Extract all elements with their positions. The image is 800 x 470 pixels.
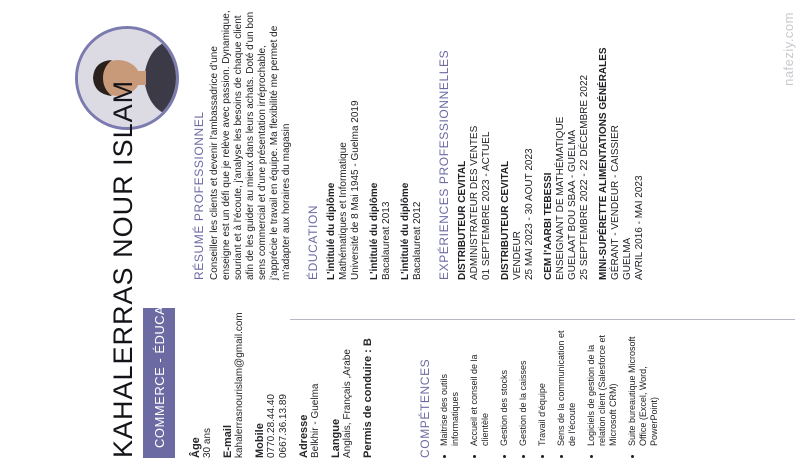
experience-line: VENDEUR xyxy=(512,231,523,280)
email-value: kahalerrasnourislam@gmail.com xyxy=(234,312,245,458)
skill-item: • Maitrise des outils informatiques xyxy=(439,322,461,446)
experience-entry xyxy=(543,5,591,280)
education-section xyxy=(307,5,424,280)
experience-line: GÉRANT - VENDEUR - CAISSIER xyxy=(610,125,621,280)
experience-entry xyxy=(598,5,646,280)
summary-section xyxy=(193,5,293,280)
summary-text: Conseiller les clients et devenir l'ambassadrice d'une enseigne est un défi que je relève avec passion. Dynamique, souriant et à l'écoute, j'analyse les besoins de chaque client afin de les guider au mieux dans leurs achats. Doté d'un bon sens commercial et d'une présentation irréprochable, j'apprécie le travail en équipe. Ma flexibilité me permet de m'adapter aux horaires du magasin xyxy=(209,10,292,280)
skills-list xyxy=(439,322,660,458)
degree-line: Université de 8 Mai 1945 - Guelma 2019 xyxy=(350,100,361,280)
employer-title: DISTRIBUTEUR CEVITAL xyxy=(500,160,511,280)
address-label: Adresse xyxy=(298,414,310,458)
address-value: Belkhir - Guelma xyxy=(310,383,321,458)
skill-item: • Logiciels de gestion de la relation client (Salesforce et Microsoft CRM) xyxy=(586,322,619,446)
experience-section xyxy=(438,5,646,280)
role-banner: COMMERCE - ÉDUCATION xyxy=(143,308,175,458)
experience-entry xyxy=(500,5,536,280)
skills-section xyxy=(420,322,668,458)
summary-heading: RÉSUMÉ PROFESSIONNEL xyxy=(192,111,206,280)
degree-title: L'intitulé du diplôme xyxy=(400,182,411,280)
age-label: Âge xyxy=(190,437,202,458)
email-label: E-mail xyxy=(222,424,234,458)
skill-item: • Sens de la communication et de l'écoute xyxy=(556,322,578,446)
education-entry xyxy=(326,5,362,280)
experience-heading: EXPÉRIENCES PROFESSIONNELLES xyxy=(437,49,451,280)
degree-title: L'intitulé du diplôme xyxy=(369,182,380,280)
sidebar-divider xyxy=(290,319,795,320)
mobile-number-2: 0667.36.13.89 xyxy=(278,394,289,458)
experience-line: GUELAAT BOU SBAA - GUELMA xyxy=(567,129,578,280)
degree-line: Bacalaureat 2012 xyxy=(412,201,423,280)
employer-title: DISTRIBUTEUR CEVITAL xyxy=(457,160,468,280)
skill-item: • Gestion de la caisses xyxy=(518,322,529,446)
employer-title: CEM l'AARBI TEBESSI xyxy=(543,172,554,280)
experience-line: ENSEIGNANT DE MATHÉMATIQUE xyxy=(555,116,566,280)
experience-line: GUELMA xyxy=(622,237,633,280)
person-name: KAHALERRAS NOUR ISLAM xyxy=(108,79,138,458)
language-value: Anglais, Français ,Arabe xyxy=(342,349,353,458)
skill-item: • Suite bureautique Microsoft Office (Excel, Word, PowerPoint) xyxy=(627,322,660,446)
experience-line: 25 MAI 2023 - 30 AOUT 2023 xyxy=(524,148,535,280)
skills-heading: COMPÉTENCES xyxy=(418,358,432,458)
experience-line: 01 SEPTEMBRE 2023 - ACTUEL xyxy=(481,131,492,280)
education-heading: ÉDUCATION xyxy=(306,204,320,280)
driving-license: Permis de conduire : B xyxy=(362,338,374,458)
degree-line: Mathématiques et Informatique xyxy=(338,142,349,280)
degree-title: L'intitulé du diplôme xyxy=(326,182,337,280)
education-entry xyxy=(369,5,393,280)
skill-item: • Accueil et conseil de la clientèle xyxy=(469,322,491,446)
education-entry xyxy=(400,5,424,280)
degree-line: Bacalaureat 2013 xyxy=(381,201,392,280)
main-column xyxy=(193,5,646,280)
experience-line: ADMINISTRATEUR DES VENTES xyxy=(469,125,480,280)
skill-item: • Gestion des stocks xyxy=(499,322,510,446)
mobile-label: Mobile xyxy=(254,423,266,458)
watermark: nafeziy.com xyxy=(781,12,796,86)
experience-entry xyxy=(457,5,493,280)
mobile-number-1: 0770.28.44.40 xyxy=(266,394,277,458)
experience-line: AVRIL 2016 - MAI 2023 xyxy=(634,175,645,280)
language-label: Langue xyxy=(330,418,342,458)
age-value: 30 ans xyxy=(202,427,213,458)
experience-line: 25 SEPTEMBRE 2022 - 22 DÉCEMBRE 2022 xyxy=(579,74,590,280)
contact-section xyxy=(190,312,374,458)
employer-title: MINI-SUPÉRETTE ALIMENTATIONS GÉNÉRALES xyxy=(598,47,609,280)
skill-item: • Travail d'équipe xyxy=(537,322,548,446)
